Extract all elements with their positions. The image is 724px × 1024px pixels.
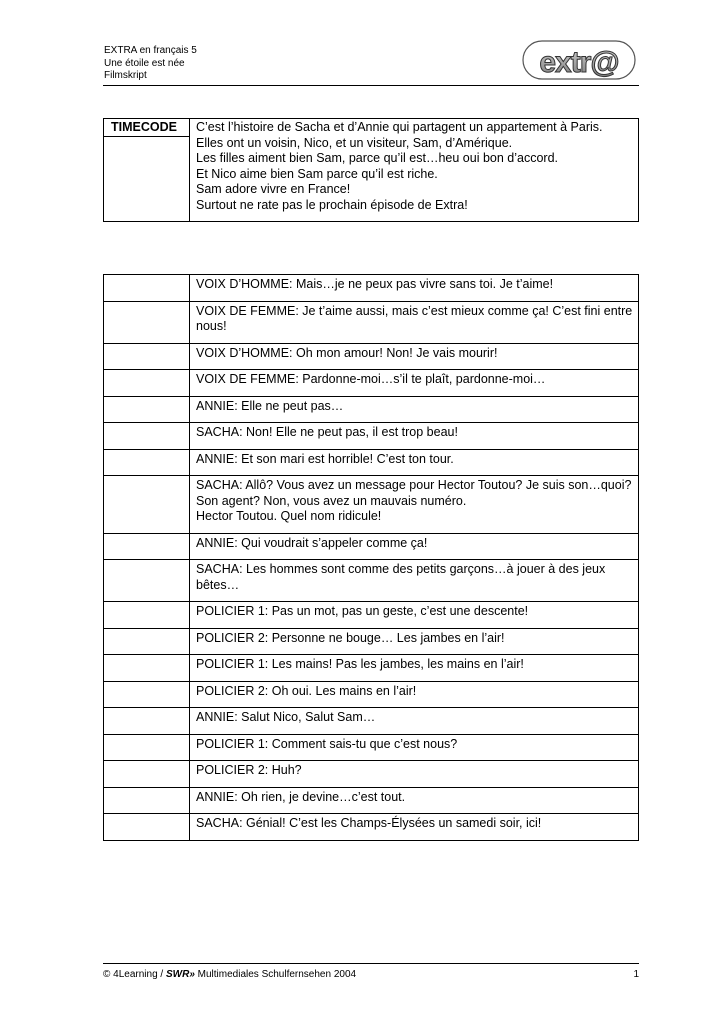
dialogue-line: SACHA: Allô? Vous avez un message pour Hector Toutou? Je suis son…quoi? Son agent? Non, vous avez un mauvais numéro. Hector Toutou. Quel nom ridicule! [190,476,639,534]
dialogue-row [104,708,639,735]
dialogue-line: SACHA: Les hommes sont comme des petits garçons…à jouer à des jeux bêtes… [190,560,639,602]
dialogue-line: ANNIE: Elle ne peut pas… [190,396,639,423]
dialogue-line: POLICIER 2: Oh oui. Les mains en l’air! [190,681,639,708]
header-episode-title: Une étoile est née [104,57,185,69]
dialogue-line: ANNIE: Salut Nico, Salut Sam… [190,708,639,735]
intro-line: Surtout ne rate pas le prochain épisode de Extra! [196,197,468,212]
footer-brand-arrows: » [189,969,195,980]
timecode-cell [104,655,190,682]
timecode-cell [104,301,190,343]
dialogue-line: VOIX D’HOMME: Mais…je ne peux pas vivre sans toi. Je t’aime! [190,275,639,302]
intro-summary [190,119,639,222]
timecode-cell [104,787,190,814]
footer-publisher: Multimediales Schulfernsehen 2004 [194,969,357,980]
intro-table [103,118,639,222]
dialogue-row [104,396,639,423]
footer-brand: SWR [165,969,190,980]
footer-copyright: © 4Learning / [103,969,166,980]
dialogue-row [104,370,639,397]
dialogue-body [104,275,639,841]
dialogue-row [104,476,639,534]
dialogue-row [104,761,639,788]
dialogue-line: VOIX DE FEMME: Pardonne-moi…s’il te plaît, pardonne-moi… [190,370,639,397]
intro-line: Les filles aiment bien Sam, parce qu’il est…heu oui bon d’accord. [196,151,559,165]
timecode-cell [104,734,190,761]
extra-logo [519,36,639,84]
intro-header-row [104,119,639,137]
timecode-cell [104,396,190,423]
dialogue-line: VOIX D’HOMME: Oh mon amour! Non! Je vais mourir! [190,343,639,370]
timecode-cell [104,343,190,370]
intro-line: Et Nico aime bien Sam parce qu’il est riche. [196,166,438,181]
dialogue-line: SACHA: Non! Elle ne peut pas, il est trop beau! [190,423,639,450]
timecode-cell [104,449,190,476]
timecode-cell [104,476,190,534]
dialogue-line: ANNIE: Qui voudrait s’appeler comme ça! [190,533,639,560]
dialogue-table [103,274,639,841]
dialogue-row [104,533,639,560]
dialogue-row [104,681,639,708]
header-series-title: EXTRA en français 5 [104,45,197,56]
dialogue-row [104,814,639,841]
page-number: 1 [633,969,639,980]
timecode-cell [104,628,190,655]
dialogue-line: POLICIER 1: Les mains! Pas les jambes, les mains en l’air! [190,655,639,682]
dialogue-line: POLICIER 1: Pas un mot, pas un geste, c’est une descente! [190,602,639,629]
dialogue-row [104,655,639,682]
footer-divider [103,963,639,964]
timecode-cell [104,423,190,450]
timecode-cell [104,681,190,708]
intro-line: Sam adore vivre en France! [196,182,351,196]
timecode-cell [104,370,190,397]
document-footer [103,969,639,981]
dialogue-row [104,423,639,450]
intro-line: C’est l’histoire de Sacha et d’Annie qui partagent un appartement à Paris. [196,120,603,134]
dialogue-row [104,343,639,370]
dialogue-line: POLICIER 2: Huh? [190,761,639,788]
dialogue-line: POLICIER 1: Comment sais-tu que c’est nous? [190,734,639,761]
dialogue-line: SACHA: Génial! C’est les Champs-Élysées un samedi soir, ici! [190,814,639,841]
timecode-cell [104,708,190,735]
header-divider [103,85,639,86]
dialogue-row [104,602,639,629]
dialogue-row [104,301,639,343]
document-header [104,45,197,83]
timecode-header: TIMECODE [104,119,190,137]
dialogue-line: VOIX DE FEMME: Je t’aime aussi, mais c’est mieux comme ça! C’est fini entre nous! [190,301,639,343]
header-doc-type: Filmskript [104,70,147,81]
dialogue-row [104,734,639,761]
timecode-cell [104,602,190,629]
dialogue-line: ANNIE: Et son mari est horrible! C’est ton tour. [190,449,639,476]
dialogue-row [104,787,639,814]
timecode-cell [104,275,190,302]
intro-timecode-cell [104,136,190,222]
logo-text: extr@ [539,46,619,79]
dialogue-row [104,449,639,476]
intro-line: Elles ont un voisin, Nico, et un visiteur, Sam, d’Amérique. [196,135,513,150]
dialogue-line: ANNIE: Oh rien, je devine…c’est tout. [190,787,639,814]
timecode-cell [104,533,190,560]
dialogue-row [104,560,639,602]
dialogue-row [104,628,639,655]
dialogue-line: POLICIER 2: Personne ne bouge… Les jambes en l’air! [190,628,639,655]
timecode-cell [104,761,190,788]
timecode-cell [104,814,190,841]
dialogue-row [104,275,639,302]
timecode-cell [104,560,190,602]
